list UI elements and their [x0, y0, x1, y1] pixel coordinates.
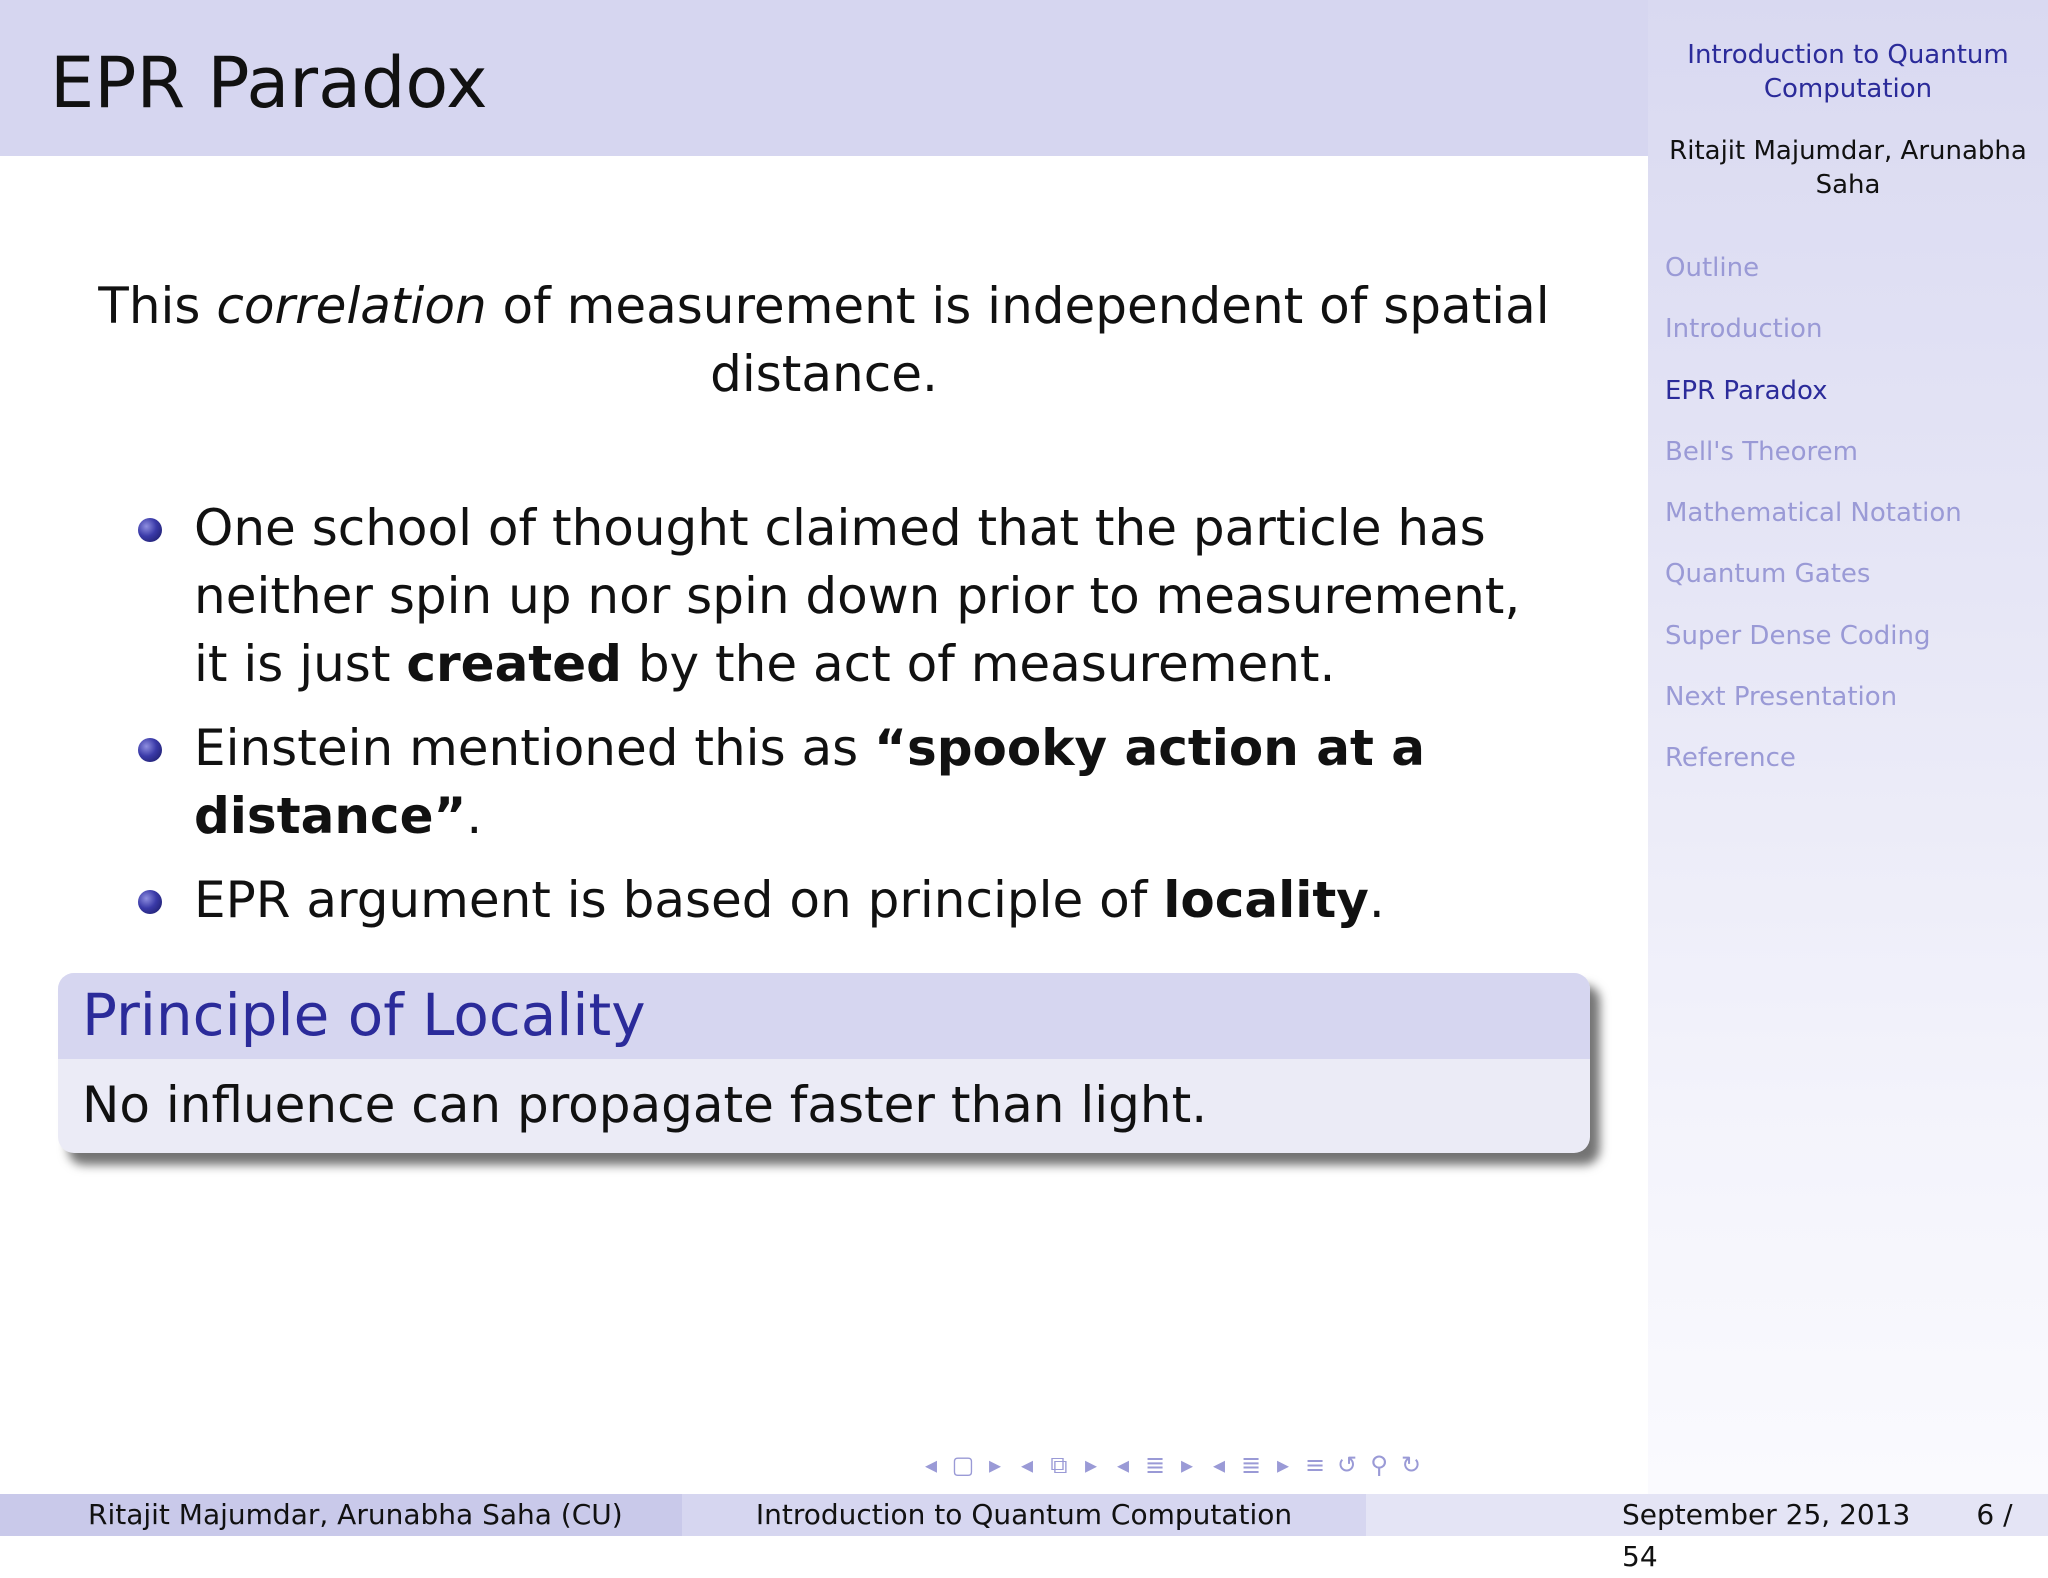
sidebar [1648, 0, 2048, 1494]
bullet-text-rest: . [1368, 871, 1385, 929]
bullet-text-rest: . [466, 787, 483, 845]
nav-next-icon[interactable]: ▸ [1276, 1451, 1290, 1479]
nav-next-icon[interactable]: ▸ [1084, 1451, 1098, 1479]
sidebar-item-reference[interactable]: Reference [1665, 743, 1796, 774]
footer-right [1366, 1494, 2048, 1573]
lead-text: This [98, 277, 217, 335]
block-title: Principle of Locality [82, 981, 646, 1049]
sidebar-item-epr-paradox[interactable]: EPR Paradox [1665, 375, 1828, 406]
footer-page-number: 6 / 54 [1622, 1498, 2013, 1573]
nav-prev-icon[interactable]: ◂ [1212, 1451, 1226, 1479]
sidebar-item-introduction[interactable]: Introduction [1665, 314, 1823, 345]
toc-icon[interactable]: ≡ [1304, 1451, 1326, 1479]
footer-bar [0, 1494, 2048, 1573]
sidebar-nav [1665, 248, 1962, 800]
lead-text-rest: of measurement is independent of spatial distance. [486, 277, 1550, 403]
header-bar [0, 0, 1648, 156]
frame-icon[interactable]: ▢ [951, 1451, 975, 1479]
bullet-item [138, 494, 1558, 698]
bullet-text-rest: by the act of measurement. [621, 635, 1336, 693]
nav-prev-icon[interactable]: ◂ [1116, 1451, 1130, 1479]
locality-block [58, 973, 1590, 1153]
bullet-item [138, 866, 1558, 934]
sidebar-presentation-title[interactable]: Introduction to Quantum Computation [1687, 40, 2009, 104]
search-icon[interactable]: ⚲ [1370, 1451, 1388, 1479]
subsection-icon[interactable]: ⧉ [1050, 1451, 1068, 1479]
bullet-bold: “spooky action at a distance” [194, 719, 1426, 845]
nav-next-icon[interactable]: ▸ [988, 1451, 1002, 1479]
bullet-dot-icon [138, 518, 162, 542]
sidebar-item-super-dense-coding[interactable]: Super Dense Coding [1665, 620, 1931, 651]
bullet-text: Einstein mentioned this as [194, 719, 875, 777]
redo-icon[interactable]: ↻ [1400, 1451, 1422, 1479]
sidebar-item-bells-theorem[interactable]: Bell's Theorem [1665, 436, 1858, 467]
block-body: No influence can propagate faster than light. [82, 1076, 1208, 1134]
lead-paragraph [80, 272, 1568, 408]
bullet-bold: created [406, 635, 622, 693]
bullet-text: One school of thought claimed that the particle has neither spin up nor spin down prior to measurement, it is just [194, 499, 1521, 693]
bullet-item [138, 714, 1558, 850]
sidebar-item-outline[interactable]: Outline [1665, 253, 1760, 283]
bullet-dot-icon [138, 738, 162, 762]
bullet-bold: locality [1163, 871, 1369, 929]
beamer-navigation [918, 1448, 1424, 1482]
bullet-list [138, 494, 1558, 950]
section-icon[interactable]: ≣ [1144, 1451, 1166, 1479]
frame-title: EPR Paradox [50, 42, 488, 124]
footer-authors: Ritajit Majumdar, Arunabha Saha (CU) [0, 1494, 682, 1536]
nav-prev-icon[interactable]: ◂ [1020, 1451, 1034, 1479]
footer-date: September 25, 2013 [1622, 1498, 1911, 1531]
lead-emphasis: correlation [216, 277, 487, 335]
presentation-icon[interactable]: ≣ [1240, 1451, 1262, 1479]
bullet-text: EPR argument is based on principle of [194, 871, 1164, 929]
sidebar-item-mathematical-notation[interactable]: Mathematical Notation [1665, 498, 1962, 529]
nav-next-icon[interactable]: ▸ [1180, 1451, 1194, 1479]
undo-icon[interactable]: ↺ [1336, 1451, 1358, 1479]
sidebar-item-quantum-gates[interactable]: Quantum Gates [1665, 559, 1871, 590]
sidebar-item-next-presentation[interactable]: Next Presentation [1665, 682, 1898, 713]
bullet-dot-icon [138, 890, 162, 914]
sidebar-authors: Ritajit Majumdar, Arunabha Saha [1669, 136, 2027, 200]
footer-title: Introduction to Quantum Computation [682, 1494, 1366, 1536]
nav-prev-icon[interactable]: ◂ [924, 1451, 938, 1479]
